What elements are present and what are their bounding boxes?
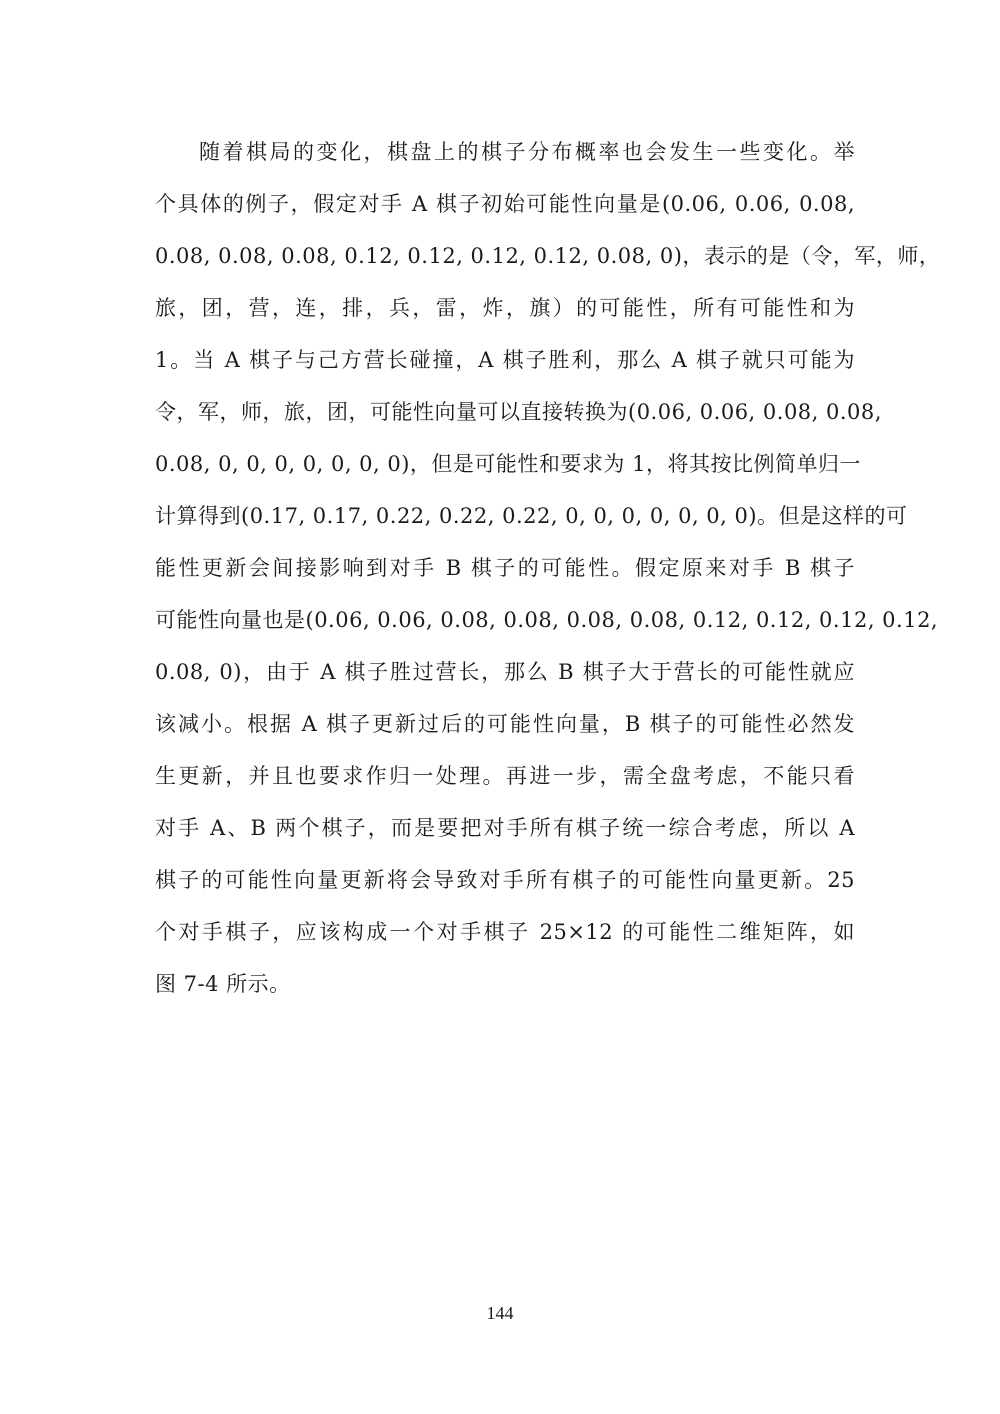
text-line: 个对手棋子，应该构成一个对手棋子 25×12 的可能性二维矩阵，如 xyxy=(155,920,855,944)
text-line: 个具体的例子，假定对手 A 棋子初始可能性向量是(0.06, 0.06, 0.08, xyxy=(155,192,855,216)
text-line: 图 7-4 所示。 xyxy=(155,972,291,996)
text-line: 0.08, 0)，由于 A 棋子胜过营长，那么 B 棋子大于营长的可能性就应 xyxy=(155,660,855,684)
text-line: 随着棋局的变化，棋盘上的棋子分布概率也会发生一些变化。举 xyxy=(199,140,855,164)
text-line: 1。当 A 棋子与己方营长碰撞，A 棋子胜利，那么 A 棋子就只可能为 xyxy=(155,348,855,372)
text-line: 该减小。根据 A 棋子更新过后的可能性向量，B 棋子的可能性必然发 xyxy=(155,712,855,736)
text-line: 棋子的可能性向量更新将会导致对手所有棋子的可能性向量更新。25 xyxy=(155,868,855,892)
text-line: 旅，团，营，连，排，兵，雷，炸，旗）的可能性，所有可能性和为 xyxy=(155,296,855,320)
text-line: 生更新，并且也要求作归一处理。再进一步，需全盘考虑，不能只看 xyxy=(155,764,855,788)
page-number: 144 xyxy=(486,1303,514,1323)
text-line: 0.08, 0.08, 0.08, 0.12, 0.12, 0.12, 0.12, 0.08, 0)，表示的是（令，军，师， xyxy=(155,244,941,268)
text-line: 令，军，师，旅，团，可能性向量可以直接转换为(0.06, 0.06, 0.08, 0.08, xyxy=(155,400,882,424)
body-paragraph xyxy=(155,126,941,1010)
text-line: 计算得到(0.17, 0.17, 0.22, 0.22, 0.22, 0, 0, 0, 0, 0, 0, 0)。但是这样的可 xyxy=(155,504,908,528)
text-line: 可能性向量也是(0.06, 0.06, 0.08, 0.08, 0.08, 0.08, 0.12, 0.12, 0.12, 0.12, xyxy=(155,608,939,632)
text-line: 能性更新会间接影响到对手 B 棋子的可能性。假定原来对手 B 棋子 xyxy=(155,556,855,580)
text-line: 0.08, 0, 0, 0, 0, 0, 0, 0)，但是可能性和要求为 1，将其按比例简单归一 xyxy=(155,452,861,476)
text-line: 对手 A、B 两个棋子，而是要把对手所有棋子统一综合考虑，所以 A xyxy=(155,816,855,840)
